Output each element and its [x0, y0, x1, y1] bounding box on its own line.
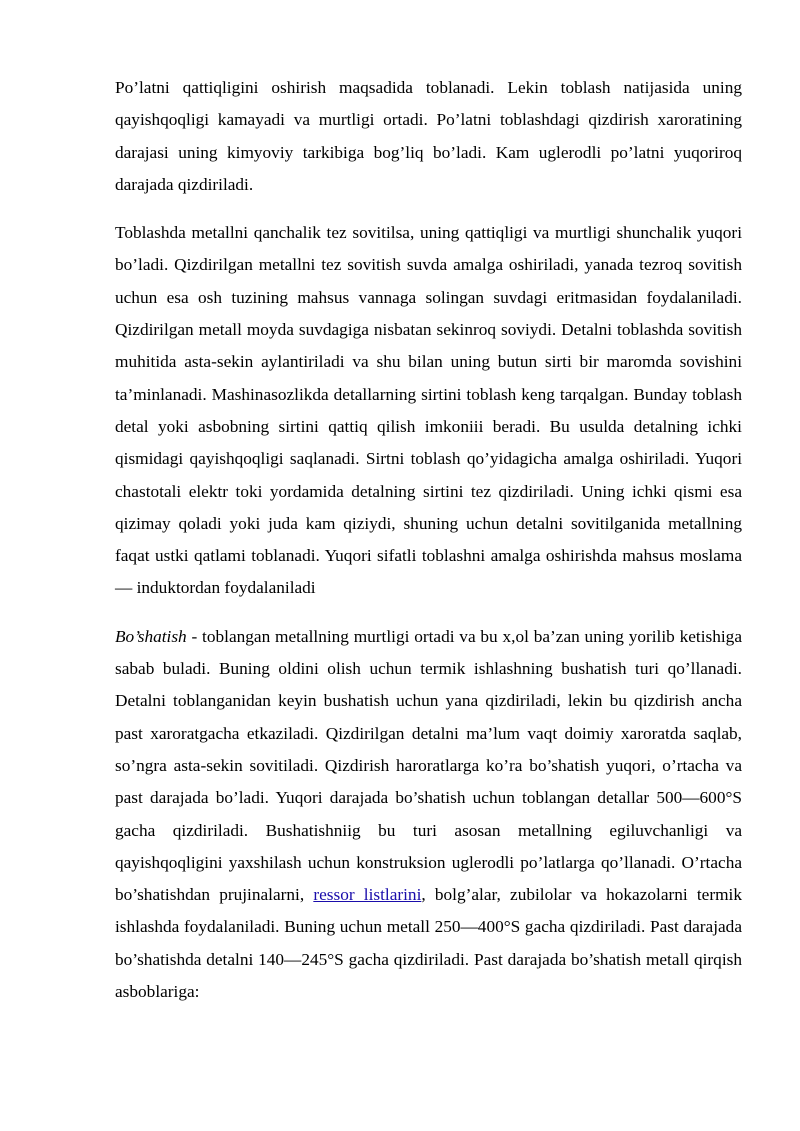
tempering-text-before-link: - toblangan metallning murtligi ortadi va bu x,ol ba’zan uning yorilib ketishiga sabab buladi. Buning oldini olish uchun termik ishlashning bushatish turi qo’llanadi. Detalni toblanganidan keyin bushatish uchun yana qizdiriladi, lekin bu qizdirish ancha past xaroratgacha etkaziladi. Qizdirilgan detalni ma’lum vaqt doimiy xaroratda saqlab, so’ngra asta-sekin sovitiladi. Qizdirish haroratlarga ko’ra bo’shatish yuqori, o’rtacha va past darajada bo’ladi. Yuqori darajada bo’shatish uchun toblangan detallar 500—600°S gacha qizdiriladi. Bushatishniig bu turi asosan metallning egiluvchanligi va qayishqoqligini yaxshilash uchun konstruksion uglerodli po’latlarga qo’llanadi. O’rtacha bo’shatishdan prujinalarni,: [115, 626, 742, 905]
tempering-term: Bo’shatish: [115, 626, 187, 646]
paragraph-tempering: [115, 621, 742, 1009]
ressor-listlarini-link[interactable]: ressor listlarini: [313, 885, 422, 905]
paragraph-hardening-purpose: Po’latni qattiqligini oshirish maqsadida toblanadi. Lekin toblash natijasida uning qayishqoqligi kamayadi va murtligi ortadi. Po’latni toblashdagi qizdirish xaroratining darajasi uning kimyoviy tarkibiga bog’liq bo’ladi. Kam uglerodli po’latni yuqoriroq darajada qizdiriladi.: [115, 78, 742, 194]
paragraph-cooling-methods: Toblashda metallni qanchalik tez sovitilsa, uning qattiqligi va murtligi shunchalik yuqori bo’ladi. Qizdirilgan metallni tez sovitish suvda amalga oshiriladi, yanada tezroq sovitish uchun esa osh tuzining mahsus vannaga solingan suvdagi eritmasidan foydalaniladi. Qizdirilgan metall moyda suvdagiga nisbatan sekinroq soviydi. Detalni toblashda sovitish muhitida asta-sekin aylantiriladi va shu bilan uning butun sirti bir maromda sovishini ta’minlanadi. Mashinasozlikda detallarning sirtini toblash keng tarqalgan. Bunday toblash detal yoki asbobning sirtini qattiq qilish imkoniii beradi. Bu usulda detalning ichki qismidagi qayishqoqligi saqlanadi. Sirtni toblash qo’yidagicha amalga oshiriladi. Yuqori chastotali elektr toki yordamida detalning sirtini tez qizdiriladi. Uning ichki qismi esa qizimay qoladi yoki juda kam qiziydi, shuning uchun detalni sovitilganida metallning faqat ustki qatlami toblanadi. Yuqori sifatli toblashni amalga oshirishda mahsus moslama — induktordan foydalaniladi: [115, 223, 742, 598]
tempering-text-after-link: , bolg’alar, zubilolar va hokazolarni termik ishlashda foydalaniladi. Buning uchun metall 250—400°S gacha qizdiriladi. Past darajada bo’shatishda detalni 140—245°S gacha qizdiriladi. Past darajada bo’shatish metall qirqish asboblariga:: [115, 885, 742, 1002]
